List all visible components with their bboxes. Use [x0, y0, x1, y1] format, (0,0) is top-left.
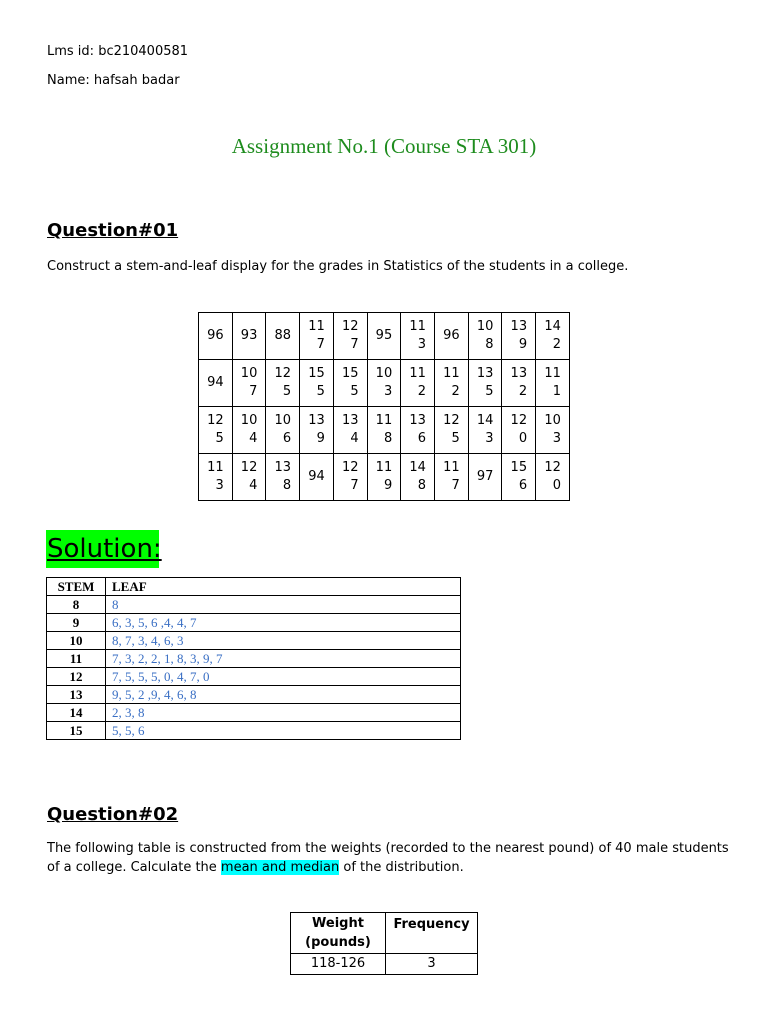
grade-cell: [401, 313, 435, 360]
student-name: Name: hafsah badar: [47, 73, 180, 88]
grade-digit-part: 8: [384, 431, 393, 446]
grade-cell: [232, 313, 266, 360]
grade-digit-part: 11: [443, 460, 460, 475]
grade-cell: [435, 313, 469, 360]
frequency-header: Frequency: [386, 913, 478, 954]
grade-digit-part: 9: [316, 431, 325, 446]
grade-digit-part: 4: [249, 431, 258, 446]
grade-digit-part: 7: [249, 384, 258, 399]
grade-digit-part: 2: [518, 384, 528, 399]
grade-digit-part: 15: [308, 366, 325, 381]
stem-header: STEM: [47, 578, 106, 596]
grades-table: [198, 312, 570, 501]
grade-digit-part: 1: [552, 384, 561, 399]
leaf-cell: 8, 7, 3, 4, 6, 3: [106, 632, 461, 650]
question-2-text-after: of the distribution.: [339, 860, 464, 875]
grade-cell: [536, 407, 570, 454]
grade-digit-part: 6: [417, 431, 427, 446]
grade-digit-part: 6: [282, 431, 292, 446]
leaf-cell: 5, 5, 6: [106, 722, 461, 740]
grade-digit-part: 11: [443, 366, 460, 381]
grade-digit-part: 10: [274, 413, 292, 428]
grade-cell: [266, 313, 300, 360]
stem-leaf-row: [47, 650, 461, 668]
grade-digit-part: 3: [384, 384, 393, 399]
grade-cell: [536, 454, 570, 501]
stem-leaf-row: [47, 704, 461, 722]
stem-leaf-table: [46, 577, 461, 740]
grade-cell: [367, 454, 401, 501]
grade-cell: [232, 407, 266, 454]
grade-digit-part: 10: [240, 366, 258, 381]
grade-digit-part: 2: [552, 337, 561, 352]
question-1-text: Construct a stem-and-leaf display for the grades in Statistics of the students in a college.: [47, 259, 629, 274]
grade-digit-part: 14: [544, 319, 561, 334]
grade-cell: [367, 313, 401, 360]
question-1-heading: Question#01: [47, 220, 179, 241]
grade-digit-part: 9: [384, 478, 393, 493]
grade-cell: [401, 407, 435, 454]
stem-leaf-row: [47, 722, 461, 740]
leaf-cell: 6, 3, 5, 6 ,4, 4, 7: [106, 614, 461, 632]
grade-digit-part: 10: [375, 366, 393, 381]
grades-row: [199, 407, 570, 454]
grade-digit-part: 12: [274, 366, 292, 381]
grade-digit-part: 4: [249, 478, 258, 493]
grade-digit-part: 14: [476, 413, 494, 428]
grade-digit-part: 5: [282, 384, 292, 399]
grade-cell: [199, 313, 233, 360]
weights-header-row: [291, 913, 478, 954]
grade-digit-part: 7: [350, 478, 359, 493]
question-2-text-before: The following table is constructed from the weights (recorded to the nearest pound) of 40 male students of a college. Calculate the: [47, 841, 729, 875]
grade-digit-part: 88: [274, 328, 292, 343]
grade-digit-part: 5: [316, 384, 325, 399]
grade-digit-part: 11: [308, 319, 325, 334]
grade-cell: [435, 407, 469, 454]
grade-cell: [333, 407, 367, 454]
stem-cell: 11: [47, 650, 106, 668]
highlighted-phrase: mean and median: [220, 860, 340, 875]
grade-digit-part: 11: [375, 460, 393, 475]
grade-cell: [502, 313, 536, 360]
grade-digit-part: 13: [341, 413, 359, 428]
grade-digit-part: 13: [274, 460, 292, 475]
stem-leaf-header-row: [47, 578, 461, 596]
grade-digit-part: 5: [350, 384, 359, 399]
stem-cell: 12: [47, 668, 106, 686]
grade-cell: [300, 407, 334, 454]
grade-digit-part: 94: [207, 375, 224, 390]
weights-row: [291, 954, 478, 975]
grade-cell: [502, 454, 536, 501]
stem-leaf-row: [47, 614, 461, 632]
grade-digit-part: 3: [215, 478, 224, 493]
grade-digit-part: 15: [510, 460, 528, 475]
grade-cell: [468, 313, 502, 360]
grade-cell: [333, 360, 367, 407]
grade-digit-part: 5: [485, 384, 494, 399]
grade-cell: [468, 360, 502, 407]
stem-cell: 13: [47, 686, 106, 704]
grade-digit-part: 0: [518, 431, 528, 446]
grade-digit-part: 94: [308, 469, 325, 484]
grade-digit-part: 13: [510, 319, 528, 334]
grade-digit-part: 11: [544, 366, 561, 381]
grade-digit-part: 15: [341, 366, 359, 381]
grade-digit-part: 11: [409, 366, 426, 381]
grades-row: [199, 454, 570, 501]
stem-leaf-row: [47, 686, 461, 704]
leaf-cell: 2, 3, 8: [106, 704, 461, 722]
grade-cell: [266, 454, 300, 501]
grade-digit-part: 12: [341, 319, 359, 334]
grade-cell: [435, 454, 469, 501]
grade-cell: [199, 407, 233, 454]
grade-digit-part: 5: [451, 431, 460, 446]
grade-digit-part: 11: [409, 319, 426, 334]
grade-digit-part: 2: [417, 384, 427, 399]
grade-cell: [468, 407, 502, 454]
grade-digit-part: 12: [341, 460, 359, 475]
grade-digit-part: 3: [552, 431, 561, 446]
grade-cell: [266, 407, 300, 454]
solution-label: Solution:: [46, 530, 159, 568]
leaf-cell: 8: [106, 596, 461, 614]
grade-cell: [199, 454, 233, 501]
grade-digit-part: 11: [207, 460, 224, 475]
question-2-heading: Question#02: [47, 804, 179, 825]
grade-digit-part: 6: [518, 478, 528, 493]
grade-digit-part: 96: [207, 328, 224, 343]
grade-digit-part: 12: [510, 413, 528, 428]
question-2-text: [47, 839, 737, 877]
grade-cell: [536, 360, 570, 407]
stem-cell: 14: [47, 704, 106, 722]
grade-digit-part: 13: [308, 413, 325, 428]
grade-cell: [367, 360, 401, 407]
grade-digit-part: 0: [552, 478, 561, 493]
grade-digit-part: 12: [240, 460, 258, 475]
grade-cell: [199, 360, 233, 407]
grade-digit-part: 5: [215, 431, 224, 446]
grade-digit-part: 8: [417, 478, 427, 493]
grades-row: [199, 313, 570, 360]
grade-cell: [435, 360, 469, 407]
grade-cell: [232, 454, 266, 501]
grade-digit-part: 12: [207, 413, 224, 428]
grade-cell: [401, 454, 435, 501]
grade-cell: [300, 360, 334, 407]
grade-digit-part: 10: [544, 413, 561, 428]
leaf-header: LEAF: [106, 578, 461, 596]
grade-cell: [232, 360, 266, 407]
grade-digit-part: 10: [476, 319, 494, 334]
grade-digit-part: 10: [240, 413, 258, 428]
grade-digit-part: 97: [476, 469, 494, 484]
grade-cell: [333, 454, 367, 501]
grade-digit-part: 8: [485, 337, 494, 352]
grade-digit-part: 3: [417, 337, 427, 352]
grade-cell: [367, 407, 401, 454]
grade-digit-part: 2: [451, 384, 460, 399]
stem-cell: 10: [47, 632, 106, 650]
lms-id: Lms id: bc210400581: [47, 44, 189, 59]
grade-digit-part: 7: [350, 337, 359, 352]
grade-cell: [502, 360, 536, 407]
grade-digit-part: 14: [409, 460, 426, 475]
grades-row: [199, 360, 570, 407]
grade-cell: [300, 454, 334, 501]
grade-cell: [468, 454, 502, 501]
grade-digit-part: 8: [282, 478, 292, 493]
stem-leaf-row: [47, 596, 461, 614]
grade-digit-part: 93: [240, 328, 258, 343]
grade-cell: [502, 407, 536, 454]
grade-cell: [536, 313, 570, 360]
stem-leaf-row: [47, 668, 461, 686]
leaf-cell: 9, 5, 2 ,9, 4, 6, 8: [106, 686, 461, 704]
grade-digit-part: 7: [451, 478, 460, 493]
grade-digit-part: 13: [510, 366, 528, 381]
grade-cell: [300, 313, 334, 360]
grade-digit-part: 96: [443, 328, 460, 343]
stem-cell: 15: [47, 722, 106, 740]
grade-digit-part: 13: [476, 366, 494, 381]
grade-digit-part: 11: [375, 413, 393, 428]
grade-digit-part: 12: [443, 413, 460, 428]
grade-digit-part: 9: [518, 337, 528, 352]
grade-digit-part: 7: [316, 337, 325, 352]
weight-header: Weight (pounds): [291, 913, 386, 954]
grade-digit-part: 95: [375, 328, 393, 343]
grade-digit-part: 12: [544, 460, 561, 475]
grade-digit-part: 13: [409, 413, 426, 428]
grade-cell: [266, 360, 300, 407]
grade-digit-part: 3: [485, 431, 494, 446]
grade-digit-part: 4: [350, 431, 359, 446]
stem-leaf-row: [47, 632, 461, 650]
grade-cell: [401, 360, 435, 407]
weights-table: [290, 912, 478, 975]
stem-cell: 8: [47, 596, 106, 614]
weight-cell: 118-126: [291, 954, 386, 975]
leaf-cell: 7, 5, 5, 5, 0, 4, 7, 0: [106, 668, 461, 686]
grade-cell: [333, 313, 367, 360]
leaf-cell: 7, 3, 2, 2, 1, 8, 3, 9, 7: [106, 650, 461, 668]
stem-cell: 9: [47, 614, 106, 632]
frequency-cell: 3: [386, 954, 478, 975]
assignment-title: Assignment No.1 (Course STA 301): [231, 134, 537, 158]
